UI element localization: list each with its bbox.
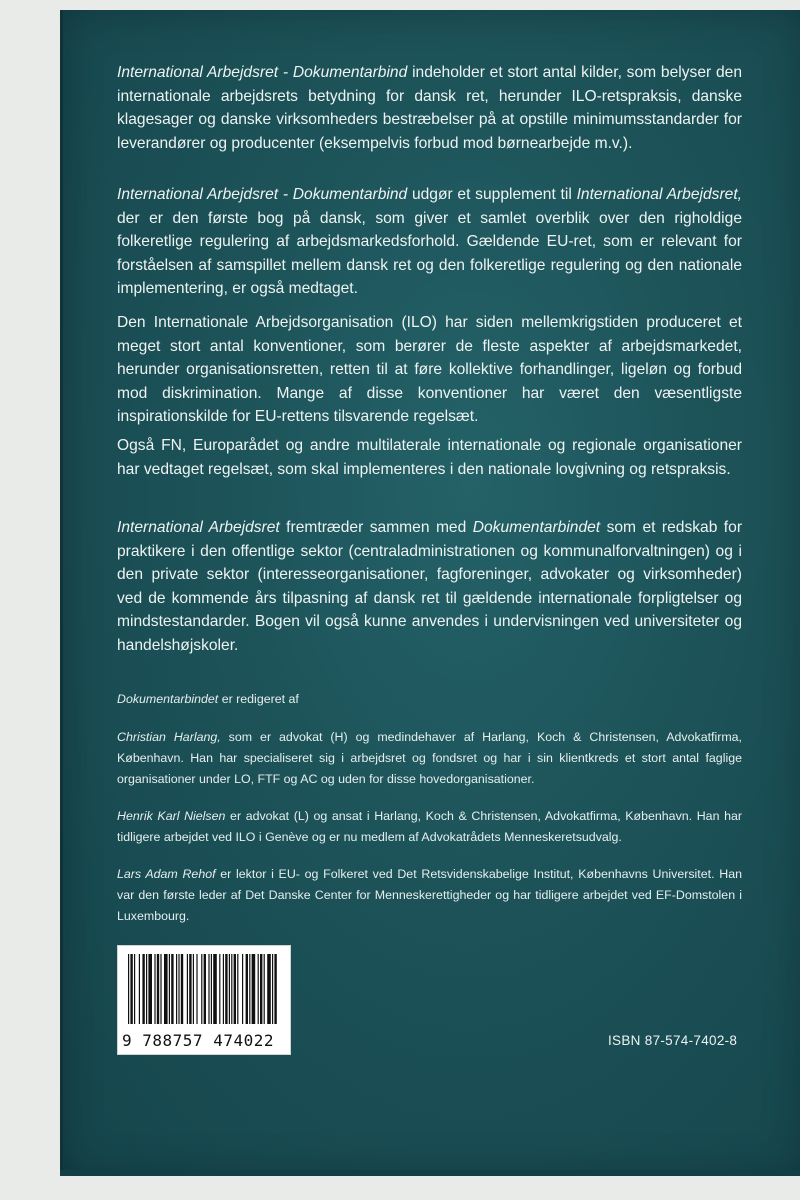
- barcode-bar: [242, 954, 243, 1024]
- barcode-digits: 9 788757 474022: [122, 1031, 274, 1050]
- isbn-number: ISBN 87-574-7402-8: [608, 1033, 738, 1048]
- paragraph-5-title: International Arbejdsret: [117, 519, 280, 536]
- barcode-bar: [264, 954, 265, 1024]
- barcode-bar: [219, 954, 220, 1024]
- barcode-bar: [134, 954, 135, 1024]
- editor-bio-1: [117, 727, 742, 790]
- paragraph-2-title: International Arbejdsret - Dokumentarbind: [117, 186, 408, 203]
- paragraph-5-text-b: som et redskab for praktikere i den offentlige sektor (centraladministrationen og kommunalforvaltningen) og i den private sektor (interesseorganisationer, fagforeninger, advokater og virksomheder) ved de kommende års tilpasning af dansk ret til gældende internationale forpligtelser og mindstestandarder. Bogen vil også kunne anvendes i undervisningen ved universiteter og handelshøjskoler.: [117, 519, 743, 654]
- barcode-bar: [139, 954, 140, 1024]
- barcode-bar: [160, 954, 161, 1024]
- editor-name-3: Lars Adam Rehof: [117, 867, 216, 881]
- paragraph-2-title-b: International Arbejdsret,: [576, 186, 742, 203]
- paragraph-2-text-b: der er den første bog på dansk, som giver et samlet overblik over den righoldige folkeretlige regulering af arbejdsmarkedsforhold. Gældende EU-ret, som er relevant for forståelsen af samspillet mellem dansk ret og den folkeretlige regulering og den nationale implementering, er også medtaget.: [117, 209, 742, 297]
- barcode-bar: [193, 954, 194, 1024]
- barcode-bar: [201, 954, 202, 1024]
- barcode-bar: [142, 954, 144, 1024]
- barcode-bar: [148, 954, 152, 1024]
- paragraph-4: [117, 434, 742, 481]
- barcode-bar: [204, 954, 206, 1024]
- barcode-bar: [213, 954, 217, 1024]
- barcode-bar: [249, 954, 250, 1024]
- editor-text-3: er lektor i EU- og Folkeret ved Det Retsvidenskabelige Institut, Københavns Universitet. Han var den første leder af Det Danske Center for Menneskerettigheder og har tidligere arbejdet ved EF-Domstolen i Luxembourg.: [117, 867, 742, 923]
- barcode-bar: [178, 954, 179, 1024]
- paragraph-1-text: indeholder et stort antal kilder, som belyser den internationale arbejdsrets betydning for dansk ret, herunder ILO-retspraksis, danske klagesager og danske virksomheders bestræbelser på at opstille minimumsstandarder for leverandører og producenter (eksempelvis forbud mod børnearbejde m.v.).: [117, 64, 742, 152]
- barcode-bar: [234, 954, 236, 1024]
- barcode: [126, 954, 282, 1024]
- barcode-bar: [128, 954, 129, 1024]
- barcode-bar: [189, 954, 191, 1024]
- barcode-bar: [208, 954, 209, 1024]
- barcode-bar: [196, 954, 197, 1024]
- editor-bio-2: [117, 806, 742, 848]
- paragraph-1-title: International Arbejdsret - Dokumentarbind: [117, 64, 408, 81]
- paragraph-2: [117, 183, 742, 301]
- paragraph-1: [117, 61, 742, 155]
- editor-name-2: Henrik Karl Nielsen: [117, 809, 226, 823]
- paragraph-5-text-a: fremtræder sammen med: [279, 519, 473, 536]
- barcode-bar: [187, 954, 188, 1024]
- barcode-bar: [130, 954, 132, 1024]
- paragraph-4-text: Også FN, Europarådet og andre multilaterale internationale og regionale organisationer har vedtaget regelsæt, som skal implementeres i den nationale lovgivning og retspraksis.: [117, 437, 742, 478]
- paragraph-5: [117, 516, 742, 657]
- barcode-bar: [223, 954, 224, 1024]
- barcode-bar: [171, 954, 173, 1024]
- paragraph-3: [117, 311, 742, 429]
- editor-text-2: er advokat (L) og ansat i Harlang, Koch & Christensen, Advokatfirma, København. Han har tidligere arbejdet ved ILO i Genève og er nu medlem af Advokatrådets Menneskeretsudvalg.: [117, 809, 742, 844]
- barcode-bar: [164, 954, 168, 1024]
- barcode-bar: [274, 954, 276, 1024]
- barcode-bar: [154, 954, 155, 1024]
- barcode-bar: [181, 954, 183, 1024]
- barcode-bar: [231, 954, 232, 1024]
- barcode-bar: [260, 954, 262, 1024]
- barcode-bar: [157, 954, 159, 1024]
- editors-intro-title: Dokumentarbindet: [117, 692, 219, 706]
- editor-name-1: Christian Harlang,: [117, 730, 221, 744]
- barcode-bar: [176, 954, 177, 1024]
- barcode-bar: [229, 954, 230, 1024]
- barcode-bar: [169, 954, 170, 1024]
- editors-intro-text: er redigeret af: [218, 692, 299, 706]
- paragraph-5-title-b: Dokumentarbindet: [472, 519, 601, 536]
- barcode-bar: [267, 954, 271, 1024]
- barcode-bar: [246, 954, 248, 1024]
- barcode-bar: [272, 954, 273, 1024]
- editor-text-1: som er advokat (H) og medindehaver af Harlang, Koch & Christensen, Advokatfirma, København. Han har specialiseret sig i arbejdsret og fondsret og har i sin klientkreds et stort antal faglige organisationer under LO, FTF og AC og uden for disse hovedorganisationer.: [117, 730, 742, 786]
- paragraph-3-text: Den Internationale Arbejdsorganisation (ILO) har siden mellemkrigstiden produceret et meget stort antal konventioner, som berører de fleste aspekter af arbejdsmarkedet, herunder organisationsretten, retten til at føre kollektive forhandlinger, ligeløn og forbud mod diskrimination. Mange af disse konventioner har været den væsentligste inspirationskilde for EU-rettens tilsvarende regelsæt.: [117, 314, 742, 425]
- editors-intro: [117, 689, 742, 710]
- barcode-bar: [211, 954, 212, 1024]
- barcode-bar: [146, 954, 147, 1024]
- editor-bio-3: [117, 864, 742, 927]
- barcode-bar: [237, 954, 238, 1024]
- paragraph-2-text-a: udgør et supplement til: [407, 186, 577, 203]
- barcode-bar: [225, 954, 227, 1024]
- barcode-label: [117, 945, 291, 1055]
- panel-bottom-edge: [60, 1170, 800, 1176]
- barcode-bar: [252, 954, 256, 1024]
- barcode-bar: [258, 954, 259, 1024]
